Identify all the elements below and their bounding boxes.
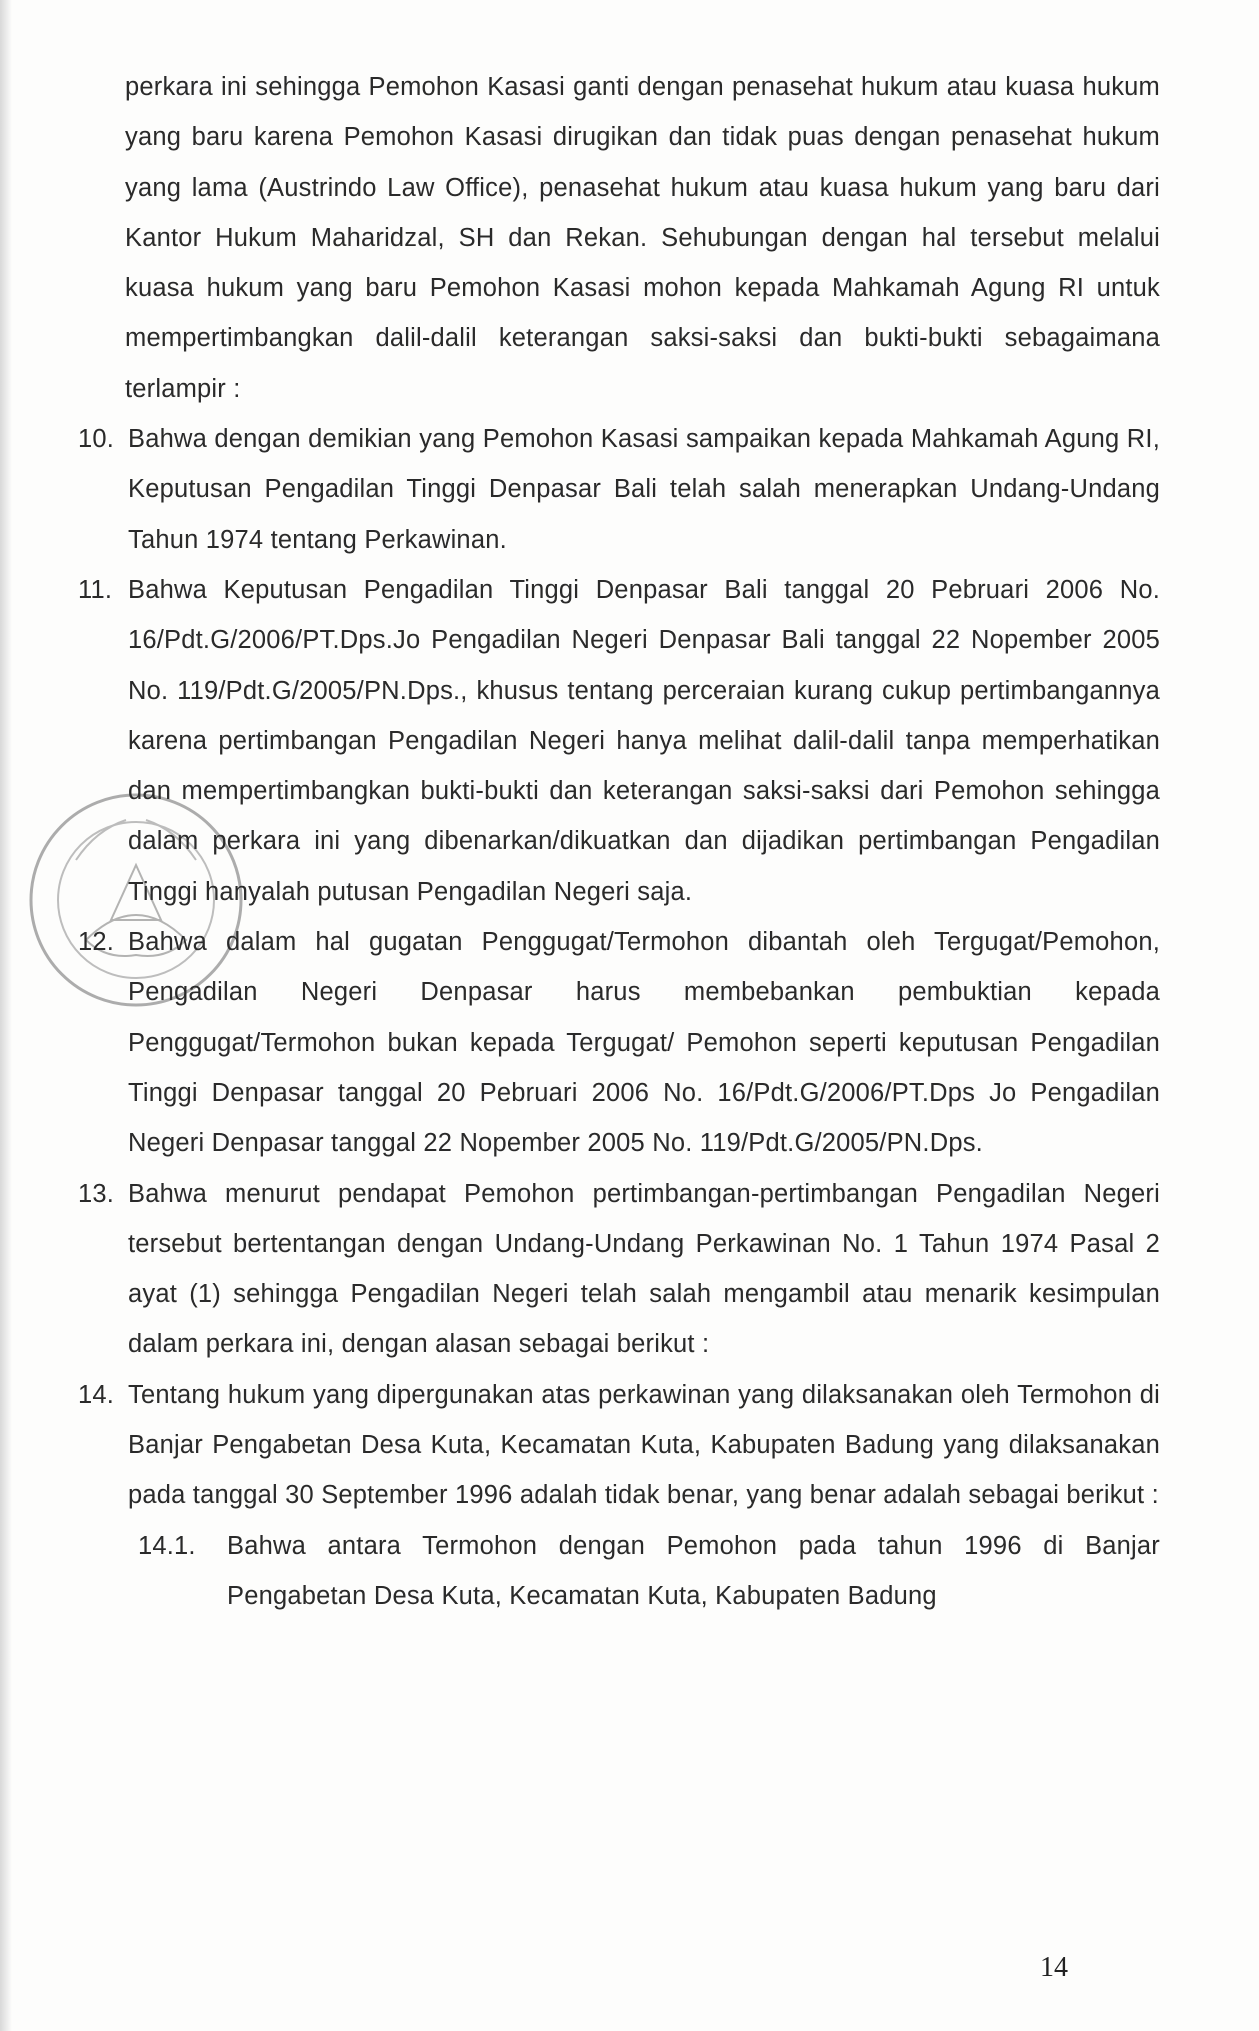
list-item-number: 12.: [78, 928, 115, 957]
intro-paragraph: perkara ini sehingga Pemohon Kasasi ganti dengan penasehat hukum atau kuasa hukum yang baru karena Pemohon Kasasi dirugikan dan tidak puas dengan penasehat hukum yang lama (Austrindo Law Office), penasehat hukum atau kuasa hukum yang baru dari Kantor Hukum Maharidzal, SH dan Rekan. Sehubungan dengan hal tersebut melalui kuasa hukum yang baru Pemohon Kasasi mohon kepada Mahkamah Agung RI untuk mempertimbangkan dalil-dalil keterangan saksi-saksi dan bukti-bukti sebagaimana terlampir :: [125, 73, 1160, 403]
list-item-text: Bahwa dengan demikian yang Pemohon Kasasi sampaikan kepada Mahkamah Agung RI, Keputusan Pengadilan Tinggi Denpasar Bali telah salah menerapkan Undang-Undang Tahun 1974 tentang Perkawinan.: [128, 425, 1160, 554]
list-item-text: Bahwa menurut pendapat Pemohon pertimbangan-pertimbangan Pengadilan Negeri tersebut bertentangan dengan Undang-Undang Perkawinan No. 1 Tahun 1974 Pasal 2 ayat (1) sehingga Pengadilan Negeri telah salah mengambil atau menarik kesimpulan dalam perkara ini, dengan alasan sebagai berikut :: [128, 1179, 1160, 1359]
list-item: [78, 1169, 1160, 1370]
list-item-number: 13.: [78, 1179, 115, 1208]
scan-edge-shadow: [0, 0, 12, 2031]
sub-list-item: [120, 1521, 1160, 1622]
list-item: [78, 917, 1160, 1168]
list-item: [78, 414, 1160, 565]
list-item-number: 10.: [78, 425, 115, 454]
document-body: [78, 62, 1160, 1621]
list-item-text: Bahwa dalam hal gugatan Penggugat/Termohon dibantah oleh Tergugat/Pemohon, Pengadilan Negeri Denpasar harus membebankan pembuktian kepada Penggugat/Termohon bukan kepada Tergugat/ Pemohon seperti keputusan Pengadilan Tinggi Denpasar tanggal 20 Pebruari 2006 No. 16/Pdt.G/2006/PT.Dps Jo Pengadilan Negeri Denpasar tanggal 22 Nopember 2005 No. 119/Pdt.G/2005/PN.Dps.: [128, 928, 1160, 1158]
list-item: [78, 1370, 1160, 1521]
list-item-number: 11.: [78, 575, 113, 604]
list-item: [78, 565, 1160, 917]
page-number: 14: [1040, 1952, 1068, 1983]
list-item-text: Tentang hukum yang dipergunakan atas perkawinan yang dilaksanakan oleh Termohon di Banjar Pengabetan Desa Kuta, Kecamatan Kuta, Kabupaten Badung yang dilaksanakan pada tanggal 30 September 1996 adalah tidak benar, yang benar adalah sebagai berikut :: [128, 1380, 1160, 1510]
sub-list-item-text: Bahwa antara Termohon dengan Pemohon pada tahun 1996 di Banjar Pengabetan Desa Kuta, Kecamatan Kuta, Kabupaten Badung: [227, 1531, 1160, 1610]
list-item-number: 14.: [78, 1380, 115, 1409]
list-item-text: Bahwa Keputusan Pengadilan Tinggi Denpasar Bali tanggal 20 Pebruari 2006 No. 16/Pdt.G/2006/PT.Dps.Jo Pengadilan Negeri Denpasar Bali tanggal 22 Nopember 2005 No. 119/Pdt.G/2005/PN.Dps., khusus tentang perceraian kurang cukup pertimbangannya karena pertimbangan Pengadilan Negeri hanya melihat dalil-dalil tanpa memperhatikan dan mempertimbangkan bukti-bukti dan keterangan saksi-saksi dari Pemohon sehingga dalam perkara ini yang dibenarkan/dikuatkan dan dijadikan pertimbangan Pengadilan Tinggi hanyalah putusan Pengadilan Negeri saja.: [128, 575, 1160, 906]
sub-list-item-number: 14.1.: [138, 1531, 196, 1560]
